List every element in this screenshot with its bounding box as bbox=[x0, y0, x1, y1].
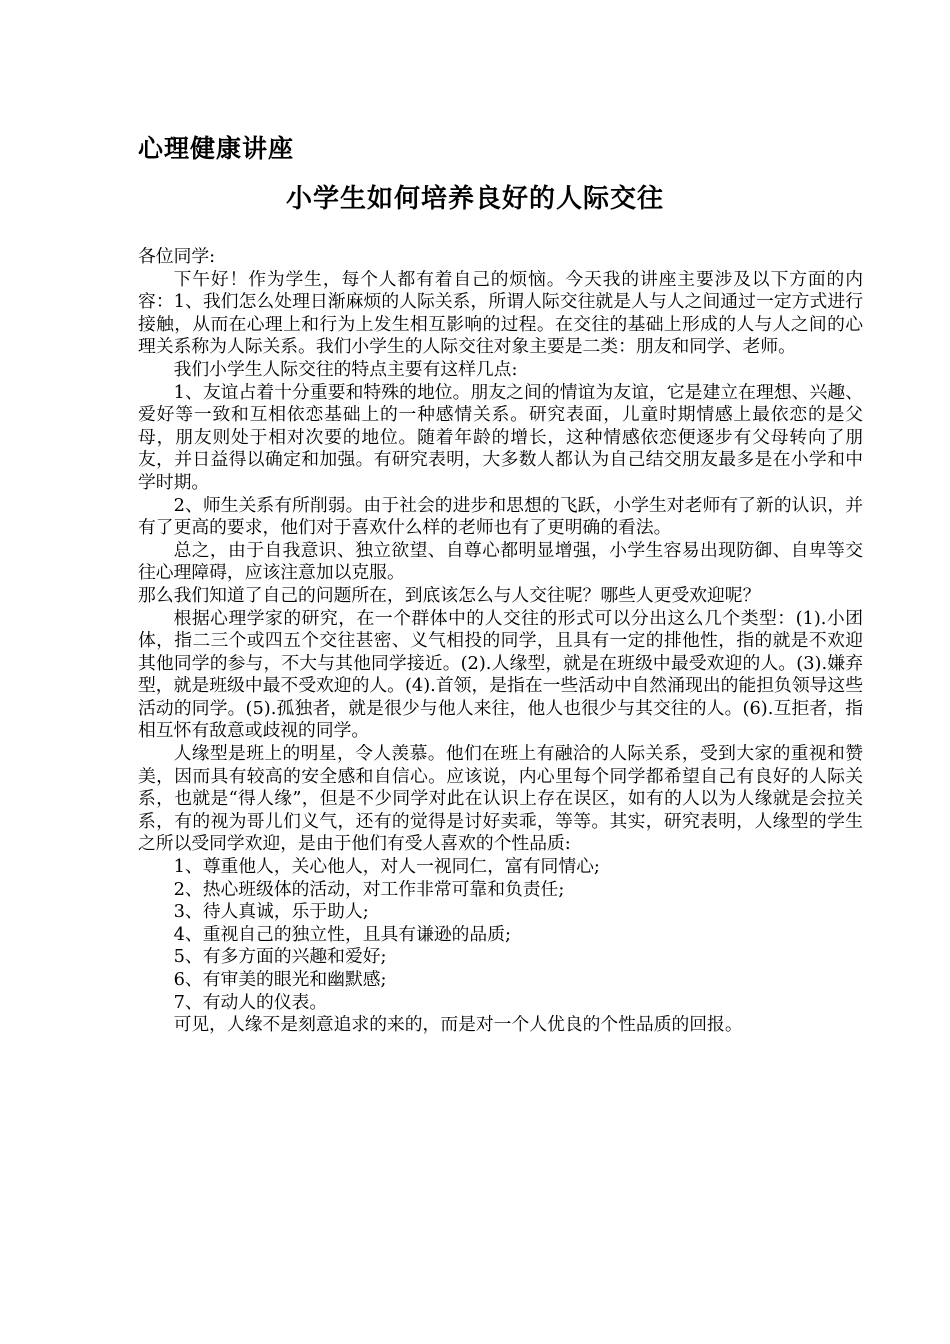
paragraph-popular: 人缘型是班上的明星，令人羡慕。他们在班上有融洽的人际关系，受到大家的重视和赞美，因而具有较高的安全感和自信心。应该说，内心里每个同学都希望自己有良好的人际关系，也就是“得人缘”，但是不少同学对此在认识上存在误区，如有的人以为人缘就是会拉关系，有的视为哥儿们义气，还有的觉得是讨好卖乖，等等。其实，研究表明，人缘型的学生之所以受同学欢迎，是由于他们有受人喜欢的个性品质: bbox=[138, 743, 863, 855]
list-item: 3、待人真诚，乐于助人; bbox=[173, 901, 369, 923]
lecture-series-heading: 心理健康讲座 bbox=[138, 134, 295, 163]
list-item: 1、尊重他人，关心他人，对人一视同仁，富有同情心; bbox=[173, 856, 600, 878]
paragraph-question: 那么我们知道了自己的问题所在，到底该怎么与人交往呢？哪些人更受欢迎呢？ bbox=[138, 584, 761, 606]
document-title: 小学生如何培养良好的人际交往 bbox=[285, 184, 664, 214]
list-item: 5、有多方面的兴趣和爱好; bbox=[173, 946, 387, 968]
document-body bbox=[138, 246, 863, 1037]
list-item: 4、重视自己的独立性，且具有谦逊的品质; bbox=[173, 923, 511, 945]
paragraph-friendship: 1、友谊占着十分重要和特殊的地位。朋友之间的情谊为友谊，它是建立在理想、兴趣、爱好等一致和互相依恋基础上的一种感情关系。研究表面，儿童时期情感上最依恋的是父母，朋友则处于相对次要的地位。随着年龄的增长，这种情感依恋便逐步有父母转向了朋友，并日益得以确定和加强。有研究表明，大多数人都认为自己结交朋友最多是在小学和中学时期。 bbox=[138, 381, 863, 493]
paragraph-teacher-relation: 2、师生关系有所削弱。由于社会的进步和思想的飞跃，小学生对老师有了新的认识，并有了更高的要求，他们对于喜欢什么样的老师也有了更明确的看法。 bbox=[138, 494, 863, 539]
list-item: 6、有审美的眼光和幽默感; bbox=[173, 969, 387, 990]
list-item: 7、有动人的仪表。 bbox=[173, 991, 328, 1013]
paragraph-summary: 总之，由于自我意识、独立欲望、自尊心都明显增强，小学生容易出现防御、自卑等交往心理障碍，应该注意加以克服。 bbox=[138, 539, 863, 584]
paragraph-features-lead: 我们小学生人际交往的特点主要有这样几点: bbox=[173, 358, 518, 380]
paragraph-types: 根据心理学家的研究，在一个群体中的人交往的形式可以分出这么几个类型：(1).小团体，指二三个或四五个交往甚密、义气相投的同学，且具有一定的排他性，指的就是不欢迎其他同学的参与，不大与其他同学接近。(2).人缘型，就是在班级中最受欢迎的人。(3).嫌弃型，就是班级中最不受欢迎的人。(4).首领，是指在一些活动中自然涌现出的能担负领导这些活动的同学。(5).孤独者，就是很少与他人来往，他人也很少与其交往的人。(6).互拒者，指相互怀有敌意或歧视的同学。 bbox=[138, 607, 863, 742]
paragraph-conclusion: 可见，人缘不是刻意追求的来的，而是对一个人优良的个性品质的回报。 bbox=[173, 1014, 743, 1036]
paragraph-intro: 下午好！作为学生，每个人都有着自己的烦恼。今天我的讲座主要涉及以下方面的内容：1、我们怎么处理日渐麻烦的人际关系，所谓人际交往就是人与人之间通过一定方式进行接触，从而在心理上和行为上发生相互影响的过程。在交往的基础上形成的人与人之间的心理关系称为人际关系。我们小学生的人际交往对象主要是二类：朋友和同学、老师。 bbox=[138, 268, 863, 358]
greeting: 各位同学: bbox=[138, 246, 216, 267]
list-item: 2、热心班级体的活动，对工作非常可靠和负责任; bbox=[173, 878, 565, 900]
